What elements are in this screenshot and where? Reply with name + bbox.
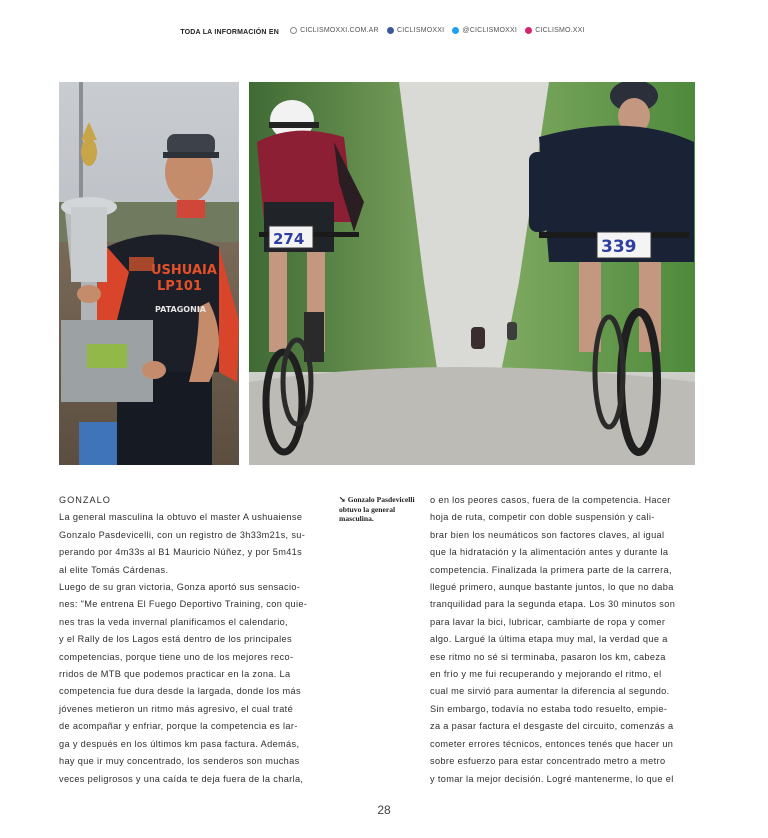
text-line: algo. Largué la última etapa muy mal, la verdad que a — [430, 634, 668, 645]
text-line: jóvenes metieron un ritmo más agresivo, el cual traté — [59, 703, 294, 714]
instagram-icon — [525, 27, 532, 34]
text-line: y el Rally de los Lagos está dentro de los principales — [59, 634, 292, 645]
text-line: La general masculina la obtuvo el master A ushuaiense — [59, 512, 303, 523]
text-line: de acompañar y enfriar, porque la competencia es lar- — [59, 721, 298, 732]
text-line: nes tras la veda invernal planificamos el calendario, — [59, 616, 288, 627]
text-line: en frío y me fui recuperando y mejorando el ritmo, el — [430, 669, 662, 680]
article-column-2 — [430, 492, 698, 788]
globe-icon — [290, 27, 297, 34]
info-lead: TODA LA INFORMACIÓN EN — [180, 29, 279, 36]
article-column-1 — [59, 492, 325, 788]
text-line: para lavar la bici, lubricar, cambiarte de ropa y comer — [430, 616, 666, 627]
text-line: rridos de MTB que podemos practicar en la zona. La — [59, 669, 291, 680]
text-line: za a pasar factura el desgaste del circuito, comenzás a — [430, 721, 674, 732]
photo-caption: ➘ Gonzalo Pasdevicelli obtuvo la general masculina. — [339, 495, 415, 524]
svg-text:USHUAIA: USHUAIA — [151, 263, 217, 278]
text-line: Luego de su gran victoria, Gonza aportó sus sensacio- — [59, 582, 301, 593]
section-heading: GONZALO — [59, 495, 111, 505]
text-line: competencias, porque tiene uno de los mejores reco- — [59, 651, 294, 662]
svg-text:339: 339 — [601, 237, 637, 257]
text-line: veces peligrosos y una caída te deja fuera de la charla, — [59, 773, 304, 784]
text-line: que la hidratación y la alimentación antes y durante la — [430, 547, 669, 558]
twitter-link[interactable]: @CICLISMOXXI — [452, 27, 517, 34]
text-line: y tomar la mejor decisión. Logré mantenerme, lo que el — [430, 773, 674, 784]
website-link[interactable]: CICLISMOXXI.COM.AR — [290, 27, 379, 34]
page-number: 28 — [377, 803, 391, 817]
facebook-icon — [387, 27, 394, 34]
instagram-link[interactable]: CICLISMO.XXI — [525, 27, 584, 34]
text-line: cometer errores técnicos, entonces tenés que hacer un — [430, 738, 674, 749]
twitter-icon — [452, 27, 459, 34]
winner-trophy-photo — [59, 82, 239, 465]
text-line: competencia fue dura desde la largada, donde los más — [59, 686, 301, 697]
text-line: nes: "Me entrena El Fuego Deportivo Training, con quie- — [59, 599, 308, 610]
text-line: perando por 4m33s al B1 Mauricio Núñez, y por 5m41s — [59, 547, 303, 558]
text-line: ese ritmo no sé si terminaba, pasaron los km, cabeza — [430, 651, 666, 662]
text-line: competencia. Finalizada la primera parte de la carrera, — [430, 564, 672, 575]
text-line: brar bien los neumáticos son factores claves, al igual — [430, 529, 665, 540]
svg-text:PATAGONIA: PATAGONIA — [155, 305, 206, 314]
text-line: Sin embargo, todavía no estaba todo resuelto, empie- — [430, 703, 668, 714]
text-line: sobre esfuerzo para estar concentrado metro a metro — [430, 756, 666, 767]
svg-text:LP101: LP101 — [157, 279, 202, 294]
facebook-link[interactable]: CICLISMOXXI — [387, 27, 444, 34]
text-line: hay que ir muy concentrado, los senderos son muchas — [59, 756, 300, 767]
text-line: tranquilidad para la segunda etapa. Los 30 minutos son — [430, 599, 676, 610]
mtb-riders-photo — [249, 82, 695, 465]
top-info-bar — [0, 27, 768, 36]
arrow-icon: ➘ — [339, 495, 346, 504]
text-line: al elite Tomás Cárdenas. — [59, 564, 169, 575]
text-line: ga y después en los últimos km pasa factura. Además, — [59, 738, 300, 749]
text-line: hoja de ruta, competir con doble suspensión y cali- — [430, 512, 655, 523]
text-line: Gonzalo Pasdevicelli, con un registro de 3h33m21s, su- — [59, 529, 306, 540]
text-line: o en los peores casos, fuera de la competencia. Hacer — [430, 495, 671, 505]
text-line: cual me sirvió para aumentar la diferencia al segundo. — [430, 686, 670, 697]
text-line: llegué primero, aunque bastante juntos, lo que no daba — [430, 582, 674, 593]
svg-text:274: 274 — [273, 230, 305, 248]
